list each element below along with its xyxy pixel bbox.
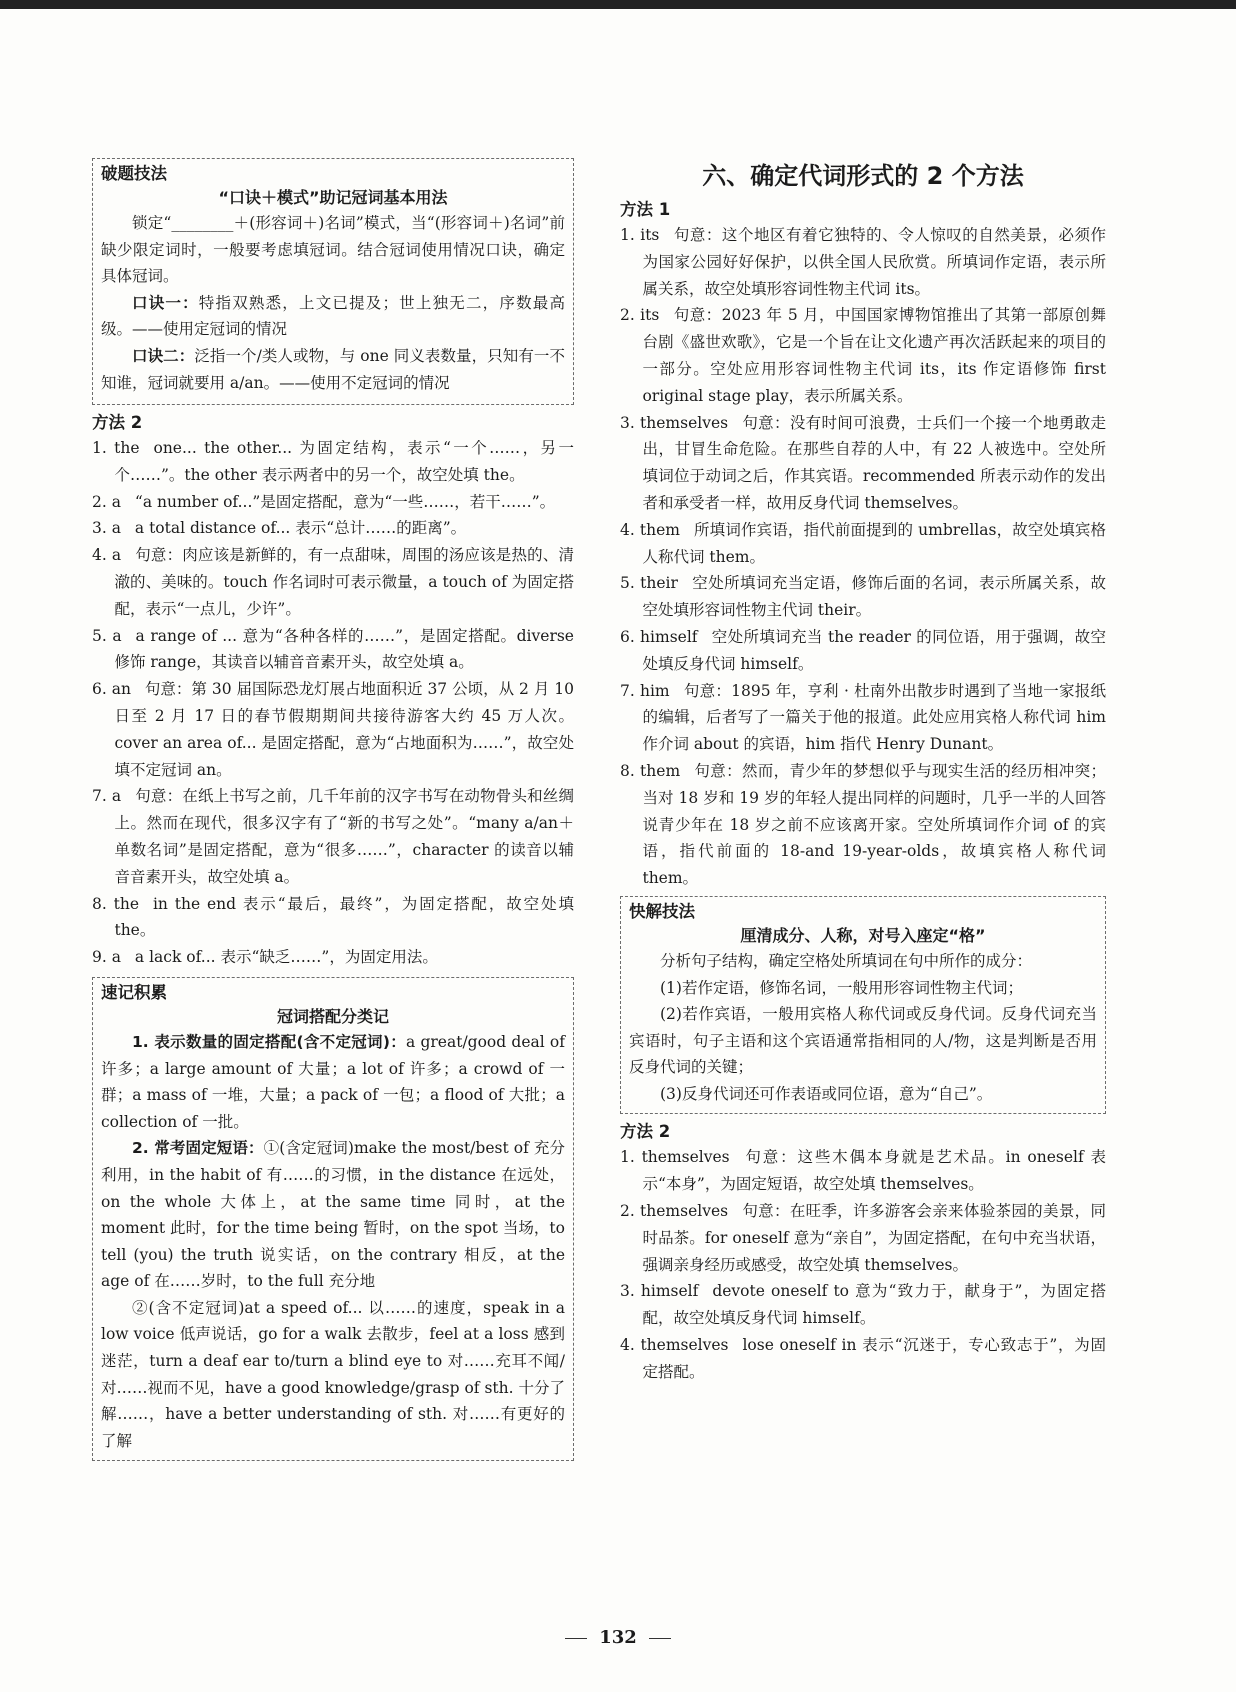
tip-box-quick (620, 896, 1106, 1115)
box-title: 冠词搭配分类记 (276, 1006, 389, 1026)
answer-explanation: 所填词作宾语，指代前面提到的 umbrellas，故空处填宾格人称代词 them。 (642, 520, 1106, 566)
answer-item (620, 1332, 1106, 1386)
answer-explanation: 句意：肉应该是新鲜的，有一点甜味，周围的汤应该是热的、清澈的、美味的。touch 作名词时可表示微量，a touch of 为固定搭配，表示“一点儿，少许”。 (114, 546, 574, 618)
answer-key: 4. them (620, 520, 680, 539)
section-heading: 方法 1 (620, 200, 671, 219)
answer-key: 4. a (92, 546, 122, 565)
answer-explanation: 句意：第 30 届国际恐龙灯展占地面积近 37 公顷，从 2 月 10 日至 2 月 17 日的春节假期期间共接待游客大约 45 万人次。cover an area of... 是固定搭配，意为“占地面积为……”，故空处填不定冠词 an。 (114, 680, 574, 779)
answer-explanation: 句意：没有时间可浪费，士兵们一个接一个地勇敢走出，甘冒生命危险。在那些自荐的人中，有 22 人被选中。空处所填词位于动词之后，作其宾语。recommended 所表示动作的发出者和承受者一样，故用反身代词 themselves。 (642, 413, 1106, 512)
collocation-para-2: 2. 常考固定短语：①(含定冠词)make the most/best of 充分利用，in the habit of 有……的习惯，in the distance 在远处，on the whole 大体上，at the same time 同时，at the moment 此时，for the time being 暂时，on the spot 当场，to tell (you) the truth 说实话，on the contrary 相反，at the age of 在……岁时，to the full 充分地 (101, 1139, 565, 1291)
answer-item (620, 410, 1106, 517)
answer-item (620, 678, 1106, 758)
answer-list (92, 435, 574, 971)
answer-explanation: 句意：在旺季，许多游客会亲来体验茶园的美景，同时品茶。for oneself 意为“亲自”，为固定搭配，在句中充当状语，强调亲身经历或感受，故空处填 themselves。 (642, 1202, 1106, 1274)
answer-item (92, 515, 574, 542)
box-intro: 锁定“________＋(形容词＋)名词”模式，当“(形容词＋)名词”前缺少限定词时，一般要考虑填冠词。结合冠词使用情况口诀，确定具体冠词。 (101, 214, 565, 286)
answer-list (620, 222, 1106, 892)
box-label: 破题技法 (101, 164, 167, 183)
section-title: 六、确定代词形式的 2 个方法 (702, 162, 1024, 190)
answer-item (620, 1198, 1106, 1278)
answer-explanation: 空处所填词充当 the reader 的同位语，用于强调，故空处填反身代词 himself。 (642, 627, 1106, 673)
answer-key: 5. a (92, 626, 122, 645)
answer-item (620, 624, 1106, 678)
answer-explanation: 句意：这些木偶本身就是艺术品。in oneself 表示“本身”，为固定短语，故空处填 themselves。 (642, 1148, 1106, 1194)
mnemonic-1: 口诀一：特指双熟悉，上文已提及；世上独无二，序数最高级。——使用定冠词的情况 (101, 293, 565, 339)
answer-key: 2. themselves (620, 1202, 729, 1221)
answer-item (620, 517, 1106, 571)
answer-explanation: “a number of...”是固定搭配，意为“一些……，若干……”。 (134, 492, 556, 511)
tip-para: (2)若作宾语，一般用宾格人称代词或反身代词。反身代词充当宾语时，句子主语和这个宾语通常指相同的人/物，这是判断是否用反身代词的关键； (629, 1005, 1097, 1077)
answer-explanation: 句意：这个地区有着它独特的、令人惊叹的自然美景，必须作为国家公园好好保护，以供全国人民欣赏。所填词作定语，表示所属关系，故空处填形容词性物主代词 its。 (642, 226, 1106, 298)
answer-explanation: one... the other... 为固定结构，表示“一个……，另一个……”。the other 表示两者中的另一个，故空处填 the。 (114, 439, 574, 484)
answer-key: 8. them (620, 761, 681, 780)
box-title: 厘清成分、人称，对号入座定“格” (740, 925, 986, 945)
answer-item (620, 1144, 1106, 1198)
answer-explanation: 句意：然而，青少年的梦想似乎与现实生活的经历相冲突；当对 18 岁和 19 岁的年轻人提出同样的问题时，几乎一半的人回答说青少年在 18 岁之前不应该离开家。空处所填词作介词 of 的宾语，指代前面的 18-and 19-year-olds，故填宾格人称代词 them。 (642, 761, 1106, 888)
answer-key: 8. the (92, 894, 140, 913)
answer-key: 9. a (92, 948, 121, 967)
answer-key: 5. their (620, 574, 678, 593)
answer-key: 1. themselves (620, 1148, 730, 1167)
box-label: 快解技法 (629, 901, 695, 921)
answer-list (620, 1144, 1106, 1385)
collocation-para-3: ②(含不定冠词)at a speed of... 以……的速度，speak in a low voice 低声说话，go for a walk 去散步，feel at a loss 感到迷茫，turn a deaf ear to/turn a blind eye to 对……充耳不闻/对……视而不见，have a good knowledge/grasp of sth. 十分了解……，have a better understanding of sth. 对……有更好的了解 (101, 1298, 565, 1450)
mnemonic-2: 口诀二：泛指一个/类人或物，与 one 同义表数量，只知有一不知谁，冠词就要用 a/an。——使用不定冠词的情况 (101, 346, 565, 392)
answer-item (620, 570, 1106, 624)
answer-item (92, 623, 574, 677)
answer-item (92, 676, 574, 783)
answer-key: 6. himself (620, 627, 698, 646)
answer-key: 3. themselves (620, 413, 729, 432)
answer-item (620, 758, 1106, 892)
collocation-para-1: 1. 表示数量的固定搭配(含不定冠词)：a great/good deal of 许多；a large amount of 大量；a lot of 许多；a crowd of 一群；a mass of 一堆，大量；a pack of 一包；a flood of 大批；a collection of 一批。 (101, 1032, 565, 1131)
answer-key: 7. him (620, 681, 670, 700)
answer-item (92, 783, 574, 890)
answer-key: 7. a (92, 787, 122, 806)
answer-explanation: 空处所填词充当定语，修饰后面的名词，表示所属关系，故空处填形容词性物主代词 their。 (642, 574, 1106, 620)
answer-key: 1. the (92, 439, 140, 457)
answer-key: 3. himself (620, 1282, 699, 1301)
right-column (620, 158, 1106, 1386)
answer-explanation: a total distance of... 表示“总计……的距离”。 (134, 519, 467, 538)
tip-box-breaking (92, 158, 574, 405)
answer-key: 2. its (620, 306, 660, 325)
answer-item (620, 222, 1106, 302)
tip-para: (1)若作定语，修饰名词，一般用形容词性物主代词； (660, 978, 1023, 997)
answer-explanation: 句意：1895 年，亨利 · 杜南外出散步时遇到了当地一家报纸的编辑，后者写了一篇关于他的报道。此处应用宾格人称代词 him 作介词 about 的宾语，him 指代 Henry Dunant。 (642, 681, 1107, 754)
answer-explanation: 句意：2023 年 5 月，中国国家博物馆推出了其第一部原创舞台剧《盛世欢歌》，它是一个旨在让文化遗产再次活跃起来的项目的一部分。空处应用形容词性物主代词 its，its 作定语修饰 first original stage play，表示所属关系。 (642, 306, 1106, 405)
answer-item (92, 542, 574, 622)
answer-explanation: a lack of... 表示“缺乏……”，为固定用法。 (134, 948, 438, 967)
tip-para: 分析句子结构，确定空格处所填词在句中所作的成分： (660, 951, 1033, 970)
answer-key: 3. a (92, 519, 121, 538)
answer-item (92, 891, 574, 945)
answer-key: 6. an (92, 680, 131, 699)
top-border (0, 0, 1236, 9)
answer-explanation: lose oneself in 表示“沉迷于，专心致志于”，为固定搭配。 (642, 1336, 1106, 1381)
answer-key: 2. a (92, 492, 121, 511)
answer-explanation: 句意：在纸上书写之前，几千年前的汉字书写在动物骨头和丝绸上。然而在现代，很多汉字有了“新的书写之处”。“many a/an＋单数名词”是固定搭配，意为“很多……”，character 的读音以辅音音素开头，故空处填 a。 (114, 787, 574, 886)
answer-item (620, 302, 1106, 409)
answer-key: 4. themselves (620, 1336, 729, 1355)
tip-para: (3)反身代词还可作表语或同位语，意为“自己”。 (660, 1084, 993, 1103)
answer-explanation: devote oneself to 意为“致力于，献身于”，为固定搭配，故空处填反身代词 himself。 (642, 1282, 1106, 1328)
answer-explanation: in the end 表示“最后，最终”，为固定搭配，故空处填 the。 (114, 894, 574, 940)
answer-item (92, 944, 574, 971)
answer-item (92, 435, 574, 489)
answer-item (92, 489, 574, 516)
box-label: 速记积累 (101, 982, 167, 1002)
answer-explanation: a range of ... 意为“各种各样的……”，是固定搭配。diverse 修饰 range，其读音以辅音音素开头，故空处填 a。 (114, 626, 574, 672)
answer-item (620, 1278, 1106, 1332)
tip-box-memory (92, 977, 574, 1462)
left-column (92, 158, 574, 1461)
section-heading: 方法 2 (620, 1122, 671, 1142)
page-number: 132 (0, 1627, 1236, 1648)
section-heading: 方法 2 (92, 413, 143, 432)
answer-key: 1. its (620, 226, 660, 244)
box-title: “口诀＋模式”助记冠词基本用法 (218, 188, 448, 207)
